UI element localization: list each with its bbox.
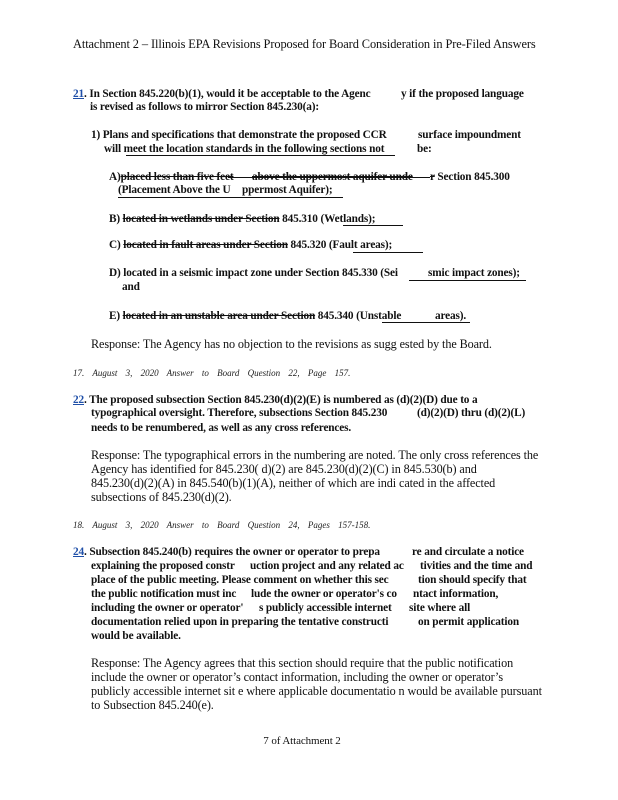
question-text: ntact information,	[413, 588, 499, 600]
insertion-underline	[382, 322, 470, 323]
deleted-text: r	[430, 171, 435, 183]
question-text: needs to be renumbered, as well as any cross references.	[91, 422, 352, 434]
insertion-underline	[343, 225, 403, 226]
citation: 17. August 3, 2020 Answer to Board Question 22, Page 157.	[73, 368, 351, 378]
response-text: Response: The Agency has no objection to the revisions as sugg ested by the Board.	[91, 337, 492, 351]
question-text: including the owner or operator'	[91, 602, 244, 614]
item-text: ppermost Aquifer);	[242, 184, 333, 196]
question-text: place of the public meeting. Please comment on whether this sec	[91, 574, 389, 586]
item-label: A)	[109, 171, 121, 183]
question-number-link[interactable]: 24	[73, 546, 84, 558]
question-text: lude the owner or operator's co	[251, 588, 397, 600]
item-text: 845.320 (Fault areas);	[287, 239, 393, 251]
item-text: 845.310 (Wetlands);	[279, 213, 376, 225]
response-text: Agency has identified for 845.230( d)(2) are 845.230(d)(2)(C) in 845.530(b) and	[91, 462, 477, 476]
question-text: would be available.	[91, 630, 181, 642]
question-text: (d)(2)(D) thru (d)(2)(L)	[417, 407, 526, 419]
deleted-text: located in an unstable area under Section	[122, 310, 316, 322]
response-text: Response: The typographical errors in the numbering are noted. The only cross references the	[91, 448, 539, 462]
response-text: to Subsection 845.240(e).	[91, 698, 214, 712]
question-text: is revised as follows to mirror Section 845.230(a):	[90, 101, 319, 113]
insertion-underline	[353, 252, 423, 253]
deleted-text: placed less than five feet	[120, 171, 234, 183]
question-text: typographical oversight. Therefore, subsections Section 845.230	[91, 407, 388, 419]
question-text: site where all	[409, 602, 471, 614]
response-text: subsections of 845.230(d)(2).	[91, 490, 232, 504]
question-text: the public notification must inc	[91, 588, 237, 600]
item-text: 1) Plans and specifications that demonstrate the proposed CCR	[91, 129, 387, 141]
question-text: re and circulate a notice	[412, 546, 524, 558]
item-label: E)	[109, 310, 123, 322]
item-text: be:	[417, 143, 432, 155]
insertion-underline	[126, 155, 395, 156]
item-text: surface impoundment	[418, 129, 521, 141]
question-text: on permit application	[418, 616, 520, 628]
deleted-text: located in wetlands under Section	[122, 213, 280, 225]
question-text: tion should specify that	[418, 574, 527, 586]
question-text: s publicly accessible internet	[259, 602, 392, 614]
question-text: y if the proposed language	[401, 88, 524, 100]
question-text: uction project and any related ac	[250, 560, 404, 572]
item-text: 845.340 (Unstable	[315, 310, 402, 322]
response-text: publicly accessible internet sit e where applicable documentatio n would be available pursuant	[91, 684, 542, 698]
question-number-link[interactable]: 22	[73, 394, 84, 406]
item-text: smic impact zones);	[428, 267, 520, 279]
page-footer: 7 of Attachment 2	[263, 735, 341, 747]
deleted-text: above the uppermost aquifer unde	[252, 171, 413, 183]
insertion-underline	[409, 280, 526, 281]
item-text: will meet the location standards in the following sections not	[104, 143, 385, 155]
item-text: and	[122, 281, 140, 293]
question-text: explaining the proposed constr	[91, 560, 235, 572]
response-text: include the owner or operator’s contact information, including the owner or operator’s	[91, 670, 503, 684]
item-text: areas).	[435, 310, 467, 322]
response-text: 845.230(d)(2)(A) in 845.540(b)(1)(A), neither of which are indi cated in the affected	[91, 476, 496, 490]
strike-line	[228, 177, 430, 178]
item-text: Section 845.300	[434, 171, 510, 183]
item-text: (Placement Above the U	[118, 184, 231, 196]
item-text: D) located in a seismic impact zone under Section 845.330 (Sei	[109, 267, 398, 279]
citation: 18. August 3, 2020 Answer to Board Question 24, Pages 157-158.	[73, 520, 371, 530]
response-text: Response: The Agency agrees that this section should require that the public notification	[91, 656, 514, 670]
question-number-link[interactable]: 21	[73, 88, 84, 100]
insertion-underline	[118, 197, 343, 198]
question-text: . The proposed subsection Section 845.230(d)(2)(E) is numbered as (d)(2)(D) due to a	[84, 394, 478, 406]
question-text: tivities and the time and	[420, 560, 533, 572]
item-label: B)	[109, 213, 123, 225]
deleted-text: located in fault areas under Section	[123, 239, 288, 251]
question-text: . In Section 845.220(b)(1), would it be acceptable to the Agenc	[84, 88, 371, 100]
question-text: . Subsection 845.240(b) requires the owner or operator to prepa	[84, 546, 380, 558]
item-label: C)	[109, 239, 124, 251]
question-text: documentation relied upon in preparing the tentative constructi	[91, 616, 389, 628]
page-header: Attachment 2 – Illinois EPA Revisions Proposed for Board Consideration in Pre-Filed Answers	[73, 37, 536, 51]
